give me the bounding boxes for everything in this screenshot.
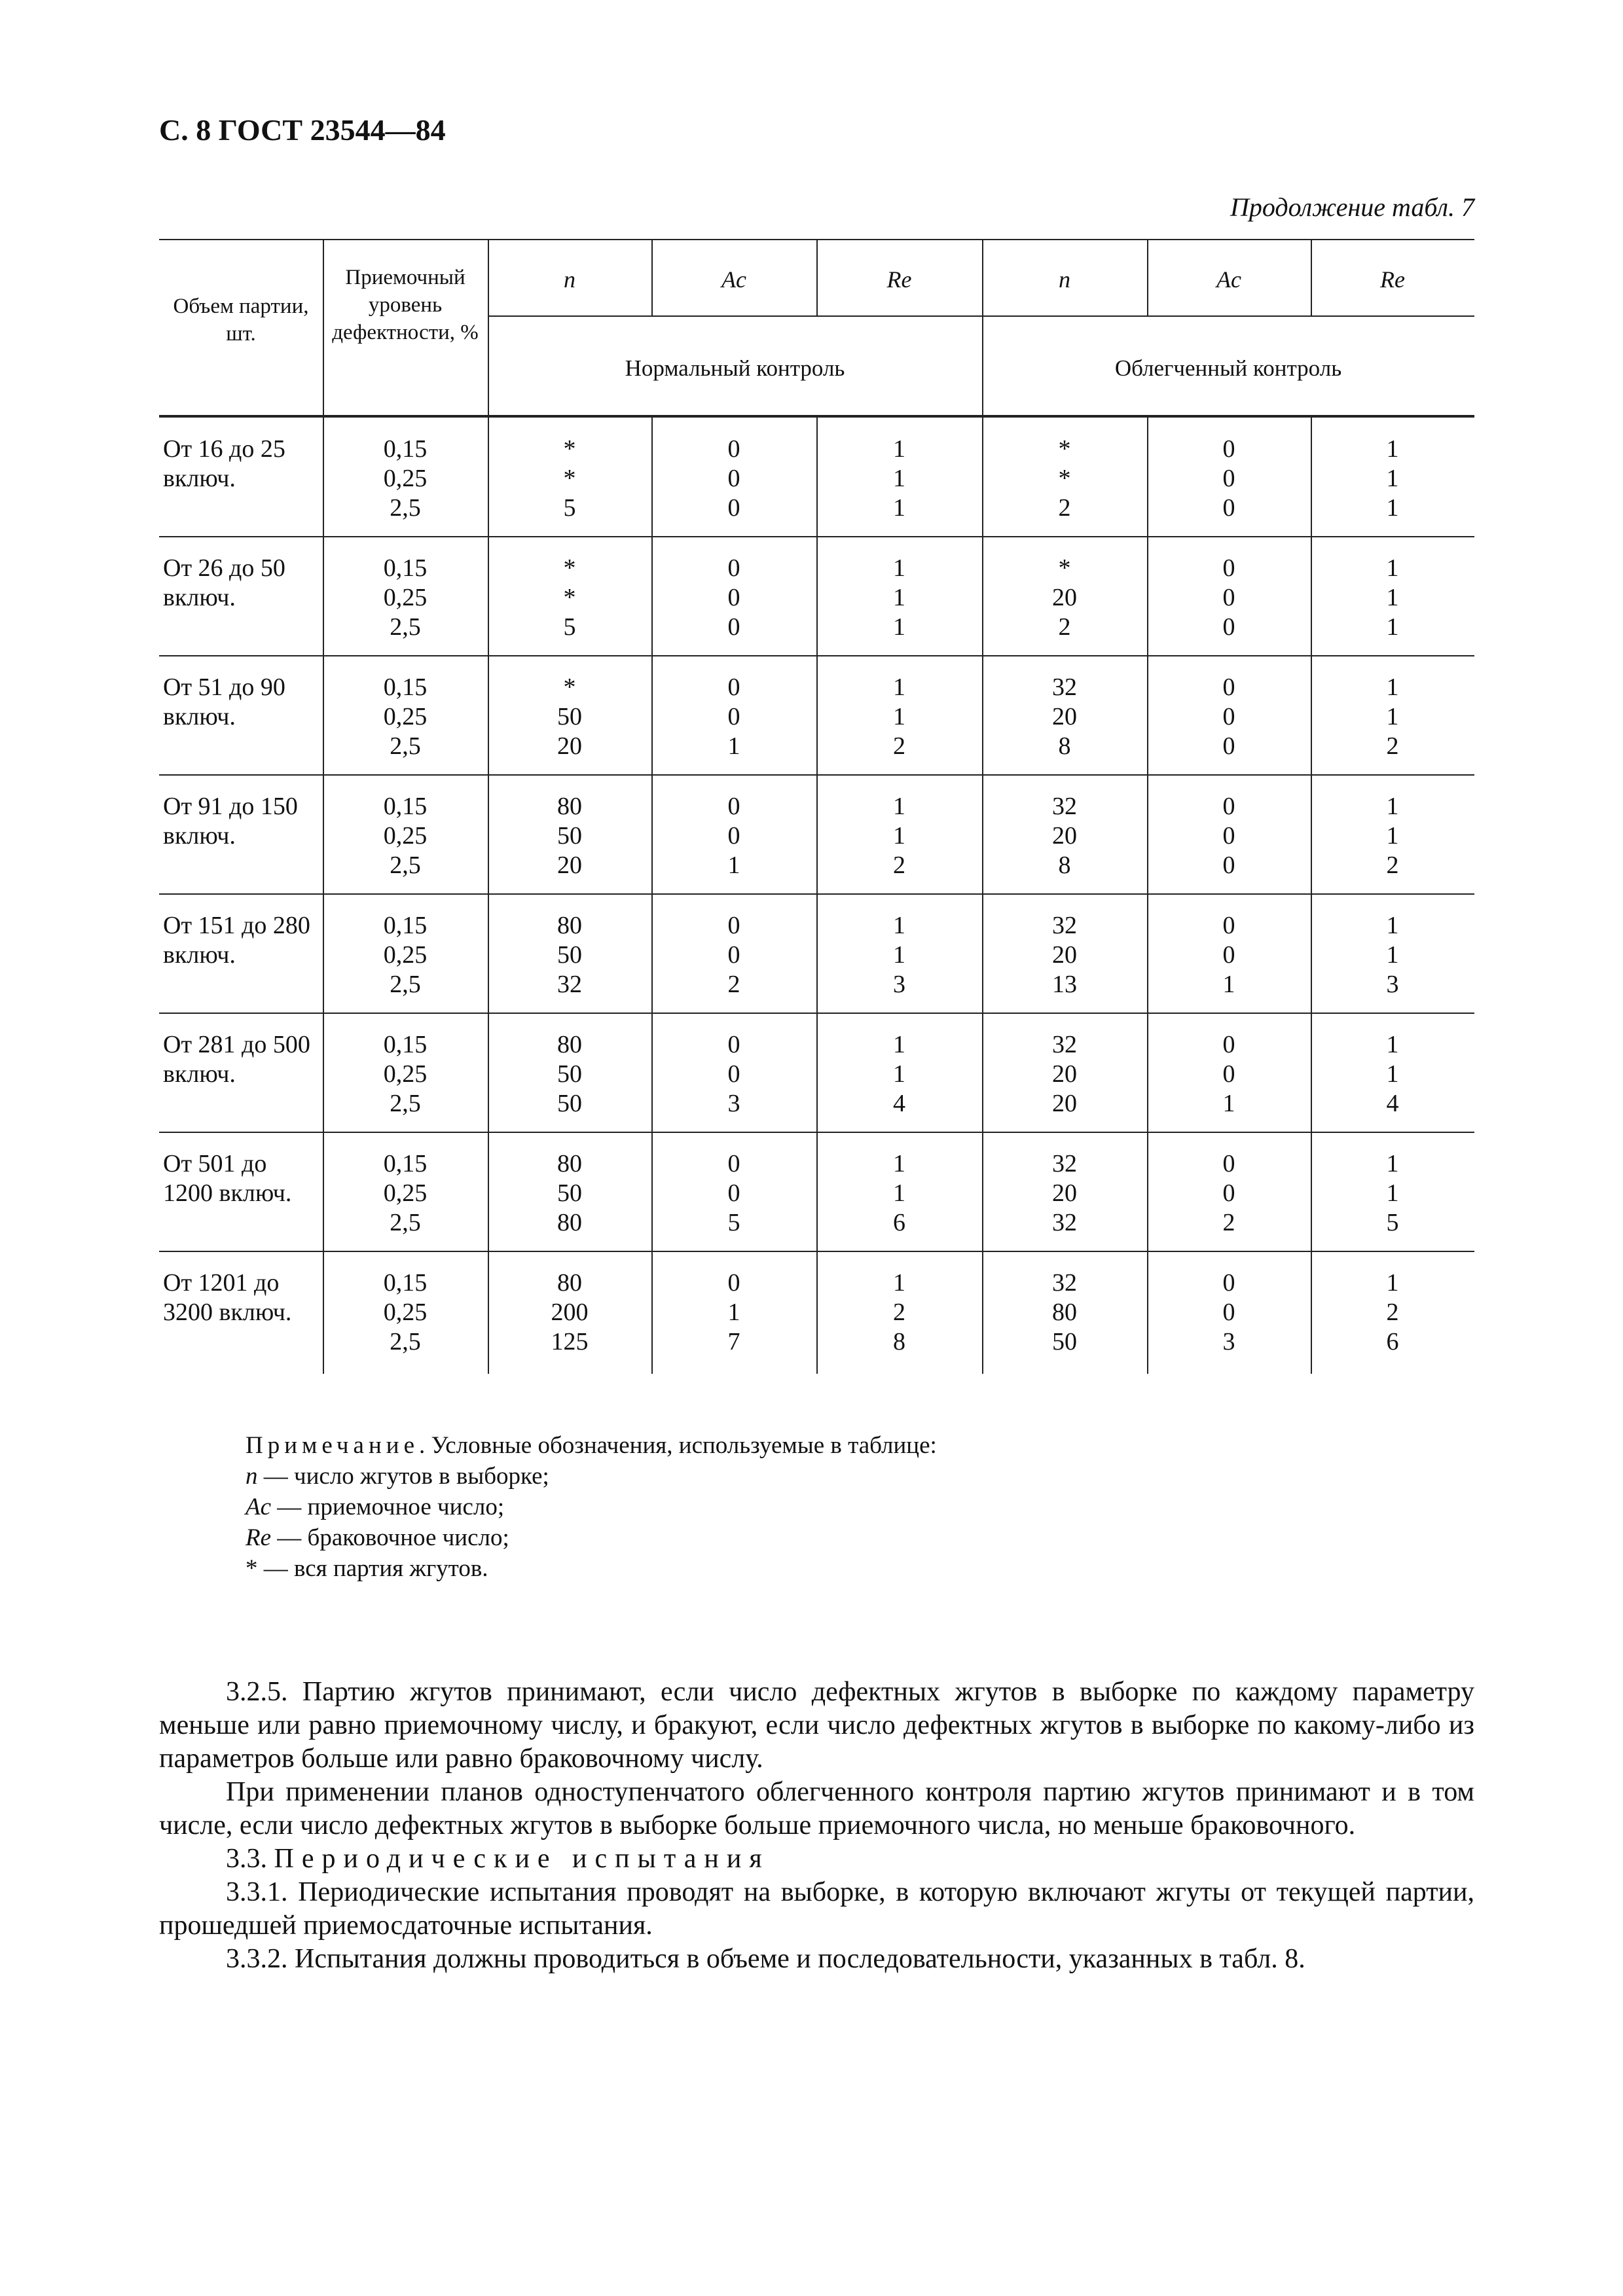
cell-value: 32	[1052, 912, 1077, 939]
cell-n-reduced	[982, 1149, 1147, 1238]
cell-aql	[323, 673, 488, 761]
cell-value: 5	[563, 613, 576, 641]
header-re-normal: Re	[886, 266, 912, 293]
cell-value: *	[563, 584, 576, 611]
cell-value: 80	[557, 1269, 582, 1297]
cell-value: 2	[893, 1299, 905, 1326]
cell-value: 0,15	[383, 554, 428, 582]
lot-size-cell: От 16 до 25 включ.	[163, 435, 285, 492]
page-header: С. 8 ГОСТ 23544—84	[159, 113, 446, 147]
cell-value: 0,15	[383, 793, 428, 820]
cell-value: 0	[1222, 435, 1235, 463]
cell-value: 32	[1052, 673, 1077, 701]
cell-ac-reduced	[1147, 1030, 1311, 1119]
cell-value: 0	[1222, 732, 1235, 760]
cell-value: 4	[893, 1090, 905, 1117]
cell-value: 1	[1386, 465, 1399, 492]
cell-n-normal	[488, 1149, 651, 1238]
cell-value: 2,5	[390, 732, 421, 760]
cell-value: 80	[557, 793, 582, 820]
cell-value: 0	[727, 1031, 740, 1058]
column-rule	[816, 239, 818, 315]
cell-value: 1	[893, 554, 905, 582]
cell-value: 0	[1222, 703, 1235, 730]
cell-value: 1	[1386, 1269, 1399, 1297]
header-lot-size: Объем партии, шт.	[173, 295, 309, 346]
cell-value: 1	[1386, 1179, 1399, 1207]
cell-value: 32	[557, 971, 582, 998]
cell-value: 3	[1386, 971, 1399, 998]
cell-n-reduced	[982, 435, 1147, 523]
cell-value: 0	[727, 822, 740, 850]
cell-value: 2	[1386, 1299, 1399, 1326]
cell-value: 2,5	[390, 1090, 421, 1117]
cell-value: 1	[893, 941, 905, 969]
cell-value: 1	[1386, 435, 1399, 463]
cell-value: 0	[1222, 554, 1235, 582]
cell-re-normal	[816, 1030, 982, 1119]
column-rule	[488, 239, 489, 1374]
cell-value: 1	[893, 703, 905, 730]
cell-value: 2,5	[390, 971, 421, 998]
cell-re-normal	[816, 554, 982, 642]
cell-n-reduced	[982, 1030, 1147, 1119]
cell-value: 0	[727, 584, 740, 611]
cell-n-normal	[488, 911, 651, 999]
cell-ac-normal	[651, 435, 816, 523]
header-normal-control: Нормальный контроль	[625, 355, 845, 381]
cell-value: 1	[893, 613, 905, 641]
cell-value: 32	[1052, 1031, 1077, 1058]
cell-ac-normal	[651, 673, 816, 761]
cell-re-reduced	[1311, 435, 1474, 523]
column-rule	[651, 416, 653, 1374]
cell-value: 0	[1222, 852, 1235, 879]
cell-value: 1	[893, 435, 905, 463]
cell-value: 0,25	[383, 584, 428, 611]
cell-value: 20	[1052, 703, 1077, 730]
cell-value: 80	[557, 1209, 582, 1236]
column-rule	[651, 239, 653, 315]
cell-ac-reduced	[1147, 554, 1311, 642]
cell-value: 1	[1222, 971, 1235, 998]
cell-value: 2	[1386, 852, 1399, 879]
cell-value: 32	[1052, 1209, 1077, 1236]
cell-value: 0	[1222, 613, 1235, 641]
cell-value: 6	[1386, 1328, 1399, 1355]
cell-value: 0,25	[383, 941, 428, 969]
cell-value: 0	[727, 554, 740, 582]
cell-value: 1	[893, 822, 905, 850]
cell-value: 1	[1386, 584, 1399, 611]
cell-value: 5	[727, 1209, 740, 1236]
cell-value: 2,5	[390, 852, 421, 879]
cell-value: 0,25	[383, 822, 428, 850]
cell-value: 0	[727, 912, 740, 939]
cell-value: 0,15	[383, 1150, 428, 1177]
cell-value: 2,5	[390, 494, 421, 522]
column-rule	[982, 239, 983, 1374]
cell-value: 0	[1222, 584, 1235, 611]
column-rule	[1147, 416, 1148, 1374]
cell-value: 3	[727, 1090, 740, 1117]
cell-value: 1	[1386, 941, 1399, 969]
cell-value: 3	[1222, 1328, 1235, 1355]
paragraph-3-3-2: 3.3.2. Испытания должны проводиться в объеме и последовательности, указанных в табл. 8.	[226, 1944, 1305, 1974]
cell-value: 50	[557, 941, 582, 969]
cell-ac-reduced	[1147, 673, 1311, 761]
cell-value: 1	[1386, 673, 1399, 701]
cell-value: 50	[557, 822, 582, 850]
cell-value: 4	[1386, 1090, 1399, 1117]
cell-ac-normal	[651, 554, 816, 642]
cell-aql	[323, 1030, 488, 1119]
cell-value: *	[1058, 554, 1071, 582]
cell-aql	[323, 554, 488, 642]
cell-value: 0	[727, 941, 740, 969]
cell-value: 1	[1386, 912, 1399, 939]
cell-re-normal	[816, 911, 982, 999]
cell-value: *	[1058, 435, 1071, 463]
cell-re-normal	[816, 435, 982, 523]
cell-value: 0	[1222, 1269, 1235, 1297]
cell-value: 1	[893, 793, 905, 820]
cell-ac-normal	[651, 1030, 816, 1119]
lot-size-cell: От 151 до 280 включ.	[163, 912, 310, 969]
cell-value: 13	[1052, 971, 1077, 998]
cell-value: 0,15	[383, 435, 428, 463]
table-note	[246, 1430, 937, 1584]
cell-value: 1	[1386, 703, 1399, 730]
cell-value: 1	[727, 732, 740, 760]
cell-value: 1	[893, 465, 905, 492]
header-reduced-control: Облегченный контроль	[1114, 355, 1342, 381]
cell-value: 0	[1222, 822, 1235, 850]
cell-value: 0,25	[383, 1060, 428, 1088]
cell-value: 1	[727, 1299, 740, 1326]
cell-value: 1	[1386, 822, 1399, 850]
cell-value: 20	[1052, 1090, 1077, 1117]
cell-ac-reduced	[1147, 1149, 1311, 1238]
cell-value: 5	[563, 494, 576, 522]
cell-value: 0,25	[383, 465, 428, 492]
column-rule	[323, 239, 324, 1374]
cell-re-normal	[816, 673, 982, 761]
cell-value: 0	[1222, 1060, 1235, 1088]
cell-re-normal	[816, 1268, 982, 1357]
cell-value: 0,15	[383, 1031, 428, 1058]
cell-value: 0	[1222, 793, 1235, 820]
cell-value: 1	[893, 912, 905, 939]
cell-value: 0	[1222, 1031, 1235, 1058]
cell-value: 0,25	[383, 703, 428, 730]
cell-value: 2	[727, 971, 740, 998]
cell-value: *	[563, 435, 576, 463]
lot-size-cell: От 26 до 50 включ.	[163, 554, 285, 611]
cell-value: 8	[1058, 732, 1071, 760]
cell-value: 1	[893, 1031, 905, 1058]
cell-re-reduced	[1311, 911, 1474, 999]
paragraph-3-2-5: 3.2.5. Партию жгутов принимают, если число дефектных жгутов в выборке по каждому параметру меньше или равно приемочному числу, и бракуют, если число дефектных жгутов в выборке по какому-либо из параметров больше или равно браковочному числу.	[159, 1677, 1474, 1774]
cell-n-reduced	[982, 911, 1147, 999]
cell-value: 3	[893, 971, 905, 998]
cell-value: 1	[1386, 554, 1399, 582]
header-sub-rule	[488, 315, 1474, 317]
cell-value: 0	[1222, 1179, 1235, 1207]
cell-value: 1	[1222, 1090, 1235, 1117]
cell-ac-normal	[651, 1268, 816, 1357]
cell-value: *	[563, 673, 576, 701]
cell-value: 80	[557, 1031, 582, 1058]
header-aql: Приемочный уровень дефектности, %	[332, 266, 479, 344]
cell-re-reduced	[1311, 673, 1474, 761]
cell-value: 1	[893, 1179, 905, 1207]
cell-ac-reduced	[1147, 435, 1311, 523]
cell-ac-normal	[651, 792, 816, 880]
cell-value: 0	[1222, 912, 1235, 939]
cell-value: 0	[727, 1150, 740, 1177]
cell-value: *	[1058, 465, 1071, 492]
cell-aql	[323, 792, 488, 880]
cell-value: 1	[1386, 494, 1399, 522]
cell-value: 20	[1052, 584, 1077, 611]
cell-value: 2	[893, 732, 905, 760]
cell-value: 50	[557, 1060, 582, 1088]
cell-value: 1	[893, 1150, 905, 1177]
cell-value: 1	[893, 1269, 905, 1297]
header-ac-reduced: Ac	[1216, 266, 1241, 293]
cell-aql	[323, 1149, 488, 1238]
cell-ac-reduced	[1147, 792, 1311, 880]
cell-value: 2	[1386, 732, 1399, 760]
cell-n-normal	[488, 792, 651, 880]
cell-n-normal	[488, 554, 651, 642]
cell-ac-normal	[651, 911, 816, 999]
cell-value: 0	[1222, 673, 1235, 701]
header-n-reduced: n	[1059, 266, 1070, 293]
lot-size-cell: От 91 до 150 включ.	[163, 793, 298, 850]
cell-value: 0	[727, 435, 740, 463]
cell-value: 0	[727, 703, 740, 730]
cell-value: 125	[551, 1328, 589, 1355]
cell-value: 20	[557, 732, 582, 760]
cell-value: 1	[893, 1060, 905, 1088]
paragraph-reduced-control: При применении планов одноступенчатого облегченного контроля партию жгутов принимают и в том числе, если число дефектных жгутов в выборке больше приемочного числа, но меньше браковочного.	[159, 1777, 1474, 1840]
cell-n-normal	[488, 435, 651, 523]
lot-size-cell: От 281 до 500 включ.	[163, 1031, 310, 1088]
cell-re-reduced	[1311, 1149, 1474, 1238]
cell-value: 0,15	[383, 673, 428, 701]
cell-value: 2,5	[390, 1209, 421, 1236]
cell-value: 20	[1052, 1060, 1077, 1088]
cell-value: *	[563, 554, 576, 582]
cell-n-normal	[488, 1268, 651, 1357]
cell-n-reduced	[982, 673, 1147, 761]
cell-value: 0	[1222, 1299, 1235, 1326]
column-rule	[1147, 239, 1148, 315]
cell-value: 0	[1222, 494, 1235, 522]
body-text	[159, 1676, 1474, 1976]
cell-n-reduced	[982, 1268, 1147, 1357]
cell-value: 2,5	[390, 1328, 421, 1355]
cell-value: 0	[727, 465, 740, 492]
cell-value: 8	[893, 1328, 905, 1355]
cell-value: 32	[1052, 1269, 1077, 1297]
cell-value: 7	[727, 1328, 740, 1355]
cell-value: 5	[1386, 1209, 1399, 1236]
cell-value: 0	[727, 494, 740, 522]
column-rule	[1311, 239, 1312, 315]
cell-value: 0,25	[383, 1179, 428, 1207]
column-rule	[1311, 416, 1312, 1374]
cell-value: 0,25	[383, 1299, 428, 1326]
cell-value: 20	[1052, 941, 1077, 969]
cell-value: 2,5	[390, 613, 421, 641]
cell-value: 20	[557, 852, 582, 879]
cell-value: 6	[893, 1209, 905, 1236]
header-ac-normal: Ac	[721, 266, 746, 293]
cell-value: 0	[1222, 1150, 1235, 1177]
cell-re-normal	[816, 1149, 982, 1238]
table-continuation-label: Продолжение табл. 7	[1230, 192, 1474, 222]
cell-value: 1	[893, 673, 905, 701]
cell-value: 2	[1058, 494, 1071, 522]
lot-size-cell: От 51 до 90 включ.	[163, 673, 285, 730]
cell-value: 1	[893, 494, 905, 522]
cell-re-reduced	[1311, 792, 1474, 880]
cell-value: 0	[1222, 465, 1235, 492]
cell-aql	[323, 1268, 488, 1357]
cell-n-reduced	[982, 554, 1147, 642]
cell-value: 200	[551, 1299, 589, 1326]
cell-aql	[323, 435, 488, 523]
cell-value: 0,15	[383, 912, 428, 939]
cell-re-reduced	[1311, 554, 1474, 642]
cell-value: 1	[1386, 1060, 1399, 1088]
cell-value: 1	[1386, 613, 1399, 641]
cell-aql	[323, 911, 488, 999]
cell-value: 50	[557, 1090, 582, 1117]
cell-value: 0	[727, 1060, 740, 1088]
column-rule	[816, 416, 818, 1374]
cell-value: 8	[1058, 852, 1071, 879]
cell-n-reduced	[982, 792, 1147, 880]
cell-value: 80	[557, 912, 582, 939]
cell-ac-reduced	[1147, 1268, 1311, 1357]
note-item-re: Re — браковочное число;	[246, 1524, 509, 1551]
cell-value: 80	[557, 1150, 582, 1177]
cell-value: 1	[1386, 1031, 1399, 1058]
cell-value: 32	[1052, 793, 1077, 820]
paragraph-3-3-1: 3.3.1. Периодические испытания проводят на выборке, в которую включают жгуты от текущей партии, прошедшей приемосдаточные испытания.	[159, 1877, 1474, 1941]
cell-value: 1	[1386, 1150, 1399, 1177]
cell-value: 2	[893, 852, 905, 879]
cell-value: 2	[1222, 1209, 1235, 1236]
note-item-star: * — вся партия жгутов.	[246, 1555, 488, 1582]
cell-value: 20	[1052, 822, 1077, 850]
cell-ac-reduced	[1147, 911, 1311, 999]
cell-ac-normal	[651, 1149, 816, 1238]
cell-re-reduced	[1311, 1268, 1474, 1357]
note-intro-line	[246, 1430, 937, 1461]
sampling-plan-table	[159, 239, 1474, 1374]
cell-value: 0	[727, 613, 740, 641]
cell-value: 1	[893, 584, 905, 611]
header-n-normal: n	[564, 266, 575, 293]
note-label: Примечание	[246, 1432, 419, 1459]
cell-value: 20	[1052, 1179, 1077, 1207]
cell-value: 0	[727, 793, 740, 820]
cell-value: 80	[1052, 1299, 1077, 1326]
cell-value: 0	[727, 1269, 740, 1297]
cell-value: *	[563, 465, 576, 492]
note-item-n: n — число жгутов в выборке;	[246, 1463, 549, 1490]
cell-value: 1	[727, 852, 740, 879]
cell-value: 0,15	[383, 1269, 428, 1297]
cell-value: 32	[1052, 1150, 1077, 1177]
cell-value: 1	[1386, 793, 1399, 820]
section-3-3-heading: 3.3. Периодические испытания	[226, 1844, 770, 1874]
cell-n-normal	[488, 673, 651, 761]
cell-value: 0	[727, 1179, 740, 1207]
cell-value: 50	[1052, 1328, 1077, 1355]
cell-value: 50	[557, 1179, 582, 1207]
cell-re-reduced	[1311, 1030, 1474, 1119]
note-item-ac: Ac — приемочное число;	[246, 1494, 505, 1520]
cell-value: 0	[727, 673, 740, 701]
cell-re-normal	[816, 792, 982, 880]
lot-size-cell: От 501 до 1200 включ.	[163, 1150, 292, 1207]
cell-n-normal	[488, 1030, 651, 1119]
cell-value: 0	[1222, 941, 1235, 969]
note-intro: . Условные обозначения, используемые в таблице:	[419, 1432, 937, 1459]
lot-size-cell: От 1201 до 3200 включ.	[163, 1269, 292, 1326]
header-re-reduced: Re	[1380, 266, 1405, 293]
cell-value: 2	[1058, 613, 1071, 641]
cell-value: 50	[557, 703, 582, 730]
